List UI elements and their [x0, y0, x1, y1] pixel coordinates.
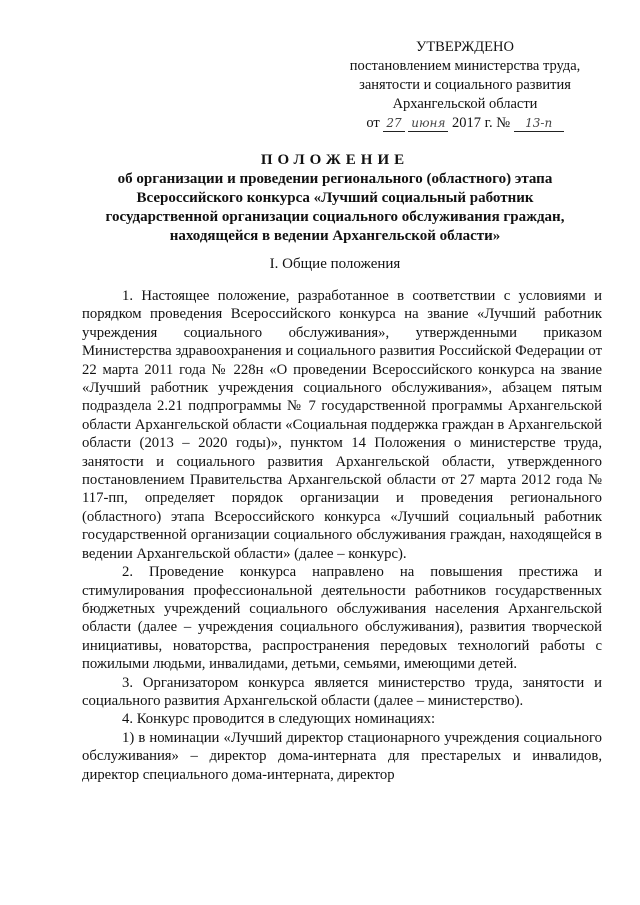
approval-heading: УТВЕРЖДЕНО [416, 39, 514, 55]
paragraph-4-item-1: 1) в номинации «Лучший директор стационарного учреждения социального обслуживания» – директор дома-интерната для престарелых и инвалидов, директор специального дома-интерната, директор [82, 729, 602, 783]
approval-stamp [335, 38, 595, 133]
approval-line-1: постановлением министерства труда, [349, 58, 581, 74]
approval-line-3: Архангельской области [392, 96, 538, 112]
paragraph-2: 2. Проведение конкурса направлено на повышения престижа и стимулирования профессиональной деятельности работников государственных бюджетных учреждений социального обслуживания населения Архангельской области (далее – учреждения социального обслуживания), развития творческой инициативы, новаторства, распространения передовых технологий работы с пожилыми людьми, инвалидами, детьми, семьями, имеющими детей. [82, 564, 602, 673]
date-month-handwritten: июня [408, 116, 448, 132]
section-heading: I. Общие положения [269, 256, 401, 272]
document-number-handwritten: 13-п [514, 116, 564, 132]
paragraph-3: 3. Организатором конкурса является министерство труда, занятости и социального развития Архангельской области (далее – министерство). [82, 674, 602, 709]
title-line-2: Всероссийского конкурса «Лучший социальный работник [136, 190, 534, 206]
document-body [82, 287, 602, 784]
date-day-handwritten: 27 [383, 116, 404, 132]
approval-date-line [366, 114, 563, 133]
date-prefix: от [366, 115, 380, 131]
title-word: ПОЛОЖЕНИЕ [260, 152, 410, 168]
paragraph-1: 1. Настоящее положение, разработанное в соответствии с условиями и порядком проведения Всероссийского конкурса на звание «Лучший работник учреждения социального обслуживания», утвержденными приказом Министерства здравоохранения и социального развития Российской Федерации от 22 марта 2011 года № 228н «О проведении Всероссийского конкурса на звание «Лучший работник учреждения социального обслуживания», абзацем пятым подраздела 2.21 подпрограммы № 7 государственной программы Архангельской области Архангельской области «Социальная поддержка граждан в Архангельской области (2013 – 2020 годы)», пунктом 14 Положения о министерстве труда, занятости и социального развития Архангельской области, утвержденного постановлением Правительства Архангельской области от 27 марта 2012 года № 117-пп, определяет порядок организации и проведения регионального (областного) этапа Всероссийского конкурса «Лучший социальный работник государственной организации социального обслуживания граждан, находящейся в ведении Архангельской области» (далее – конкурс). [82, 288, 602, 562]
title-line-3: государственной организации социального обслуживания граждан, [105, 209, 565, 225]
approval-line-2: занятости и социального развития [359, 77, 571, 93]
document-title [70, 151, 600, 246]
title-line-1: об организации и проведении регионального (областного) этапа [117, 171, 553, 187]
title-line-4: находящейся в ведении Архангельской области» [169, 228, 501, 244]
date-year: 2017 г. № [452, 115, 511, 131]
paragraph-4: 4. Конкурс проводится в следующих номинациях: [122, 711, 436, 728]
